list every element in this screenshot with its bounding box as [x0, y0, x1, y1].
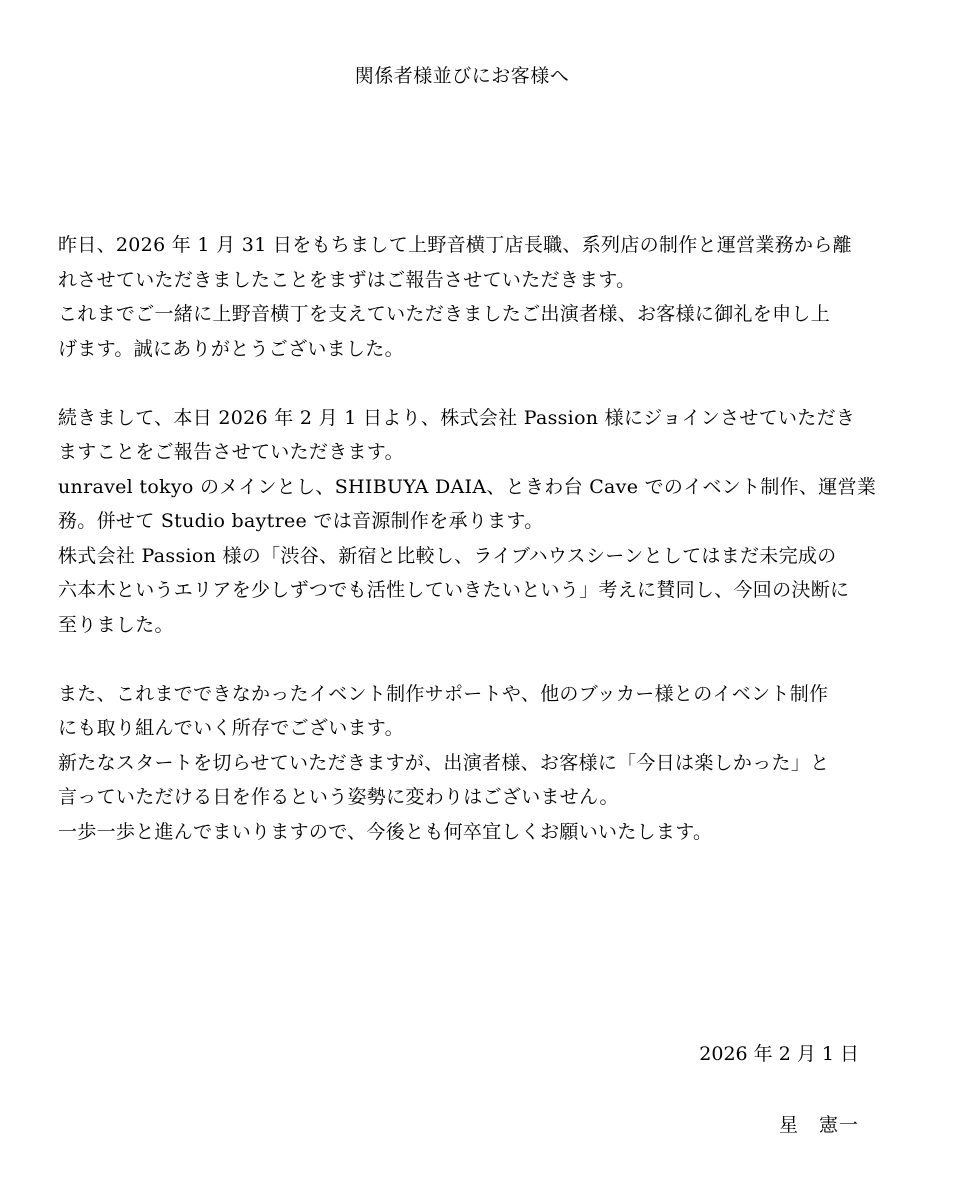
- body-line: 新たなスタートを切らせていただきますが、出演者様、お客様に「今日は楽しかった」と: [58, 751, 830, 774]
- paragraph-spacer: [58, 642, 866, 677]
- paragraph-2: [58, 401, 877, 643]
- body-line: 務。併せて Studio baytree では音源制作を承ります。: [58, 510, 544, 532]
- body-line: また、これまでできなかったイベント制作サポートや、他のブッカー様とのイベント制作: [58, 682, 829, 705]
- body-line: 六本木というエリアを少しずつでも活性していきたいという」考えに賛同し、今回の決断に: [58, 579, 850, 601]
- paragraph-3: [58, 677, 866, 850]
- paragraph-spacer: [58, 366, 866, 401]
- body-line: げます。誠にありがとうございました。: [58, 337, 404, 360]
- body-line: unravel tokyo のメインとし、SHIBUYA DAIA、ときわ台 Cave でのイベント制作、運営業: [58, 475, 877, 498]
- body-line: ますことをご報告させていただきます。: [58, 441, 404, 463]
- body-line: 至りました。: [58, 613, 174, 636]
- body-line: これまでご一緒に上野音横丁を支えていただきましたご出演者様、お客様に御礼を申し上: [58, 303, 831, 325]
- body-line: 株式会社 Passion 様の「渋谷、新宿と比較し、ライブハウスシーンとしてはまだ未完成の: [58, 544, 837, 567]
- letter-body: [58, 228, 877, 849]
- letter-title: 関係者様並びにお客様へ: [354, 65, 570, 87]
- body-line: れさせていただきましたことをまずはご報告させていただきます。: [58, 268, 636, 291]
- letter-signature: 星 憲一: [778, 1114, 859, 1136]
- body-line: 続きまして、本日 2026 年 2 月 1 日より、株式会社 Passion 様にジョインさせていただき: [58, 406, 856, 429]
- body-line: 一歩一歩と進んでまいりますので、今後とも何卒宜しくお願いいたします。: [58, 820, 713, 843]
- body-line: にも取り組んでいく所存でございます。: [58, 717, 404, 739]
- paragraph-1: [58, 228, 866, 366]
- letter-date: 2026 年 2 月 1 日: [699, 1043, 859, 1065]
- body-line: 昨日、2026 年 1 月 31 日をもちまして上野音横丁店長職、系列店の制作と運営業務から離: [58, 234, 852, 256]
- body-line: 言っていただける日を作るという姿勢に変わりはございません。: [58, 786, 619, 808]
